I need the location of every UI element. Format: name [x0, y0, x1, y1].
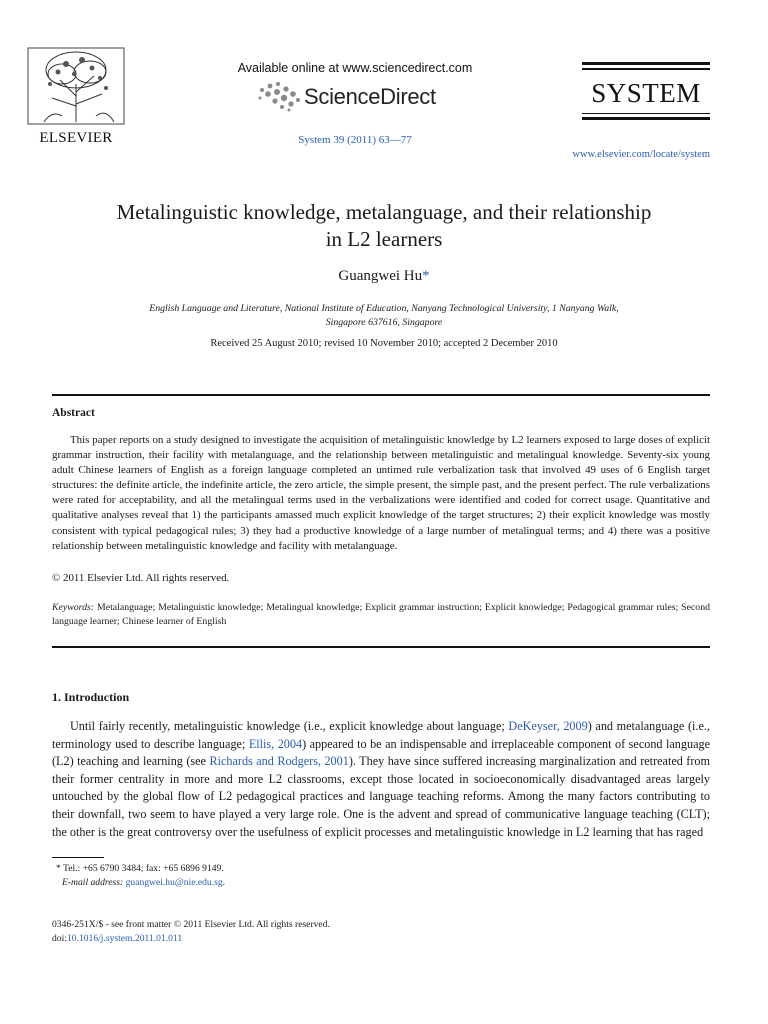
- title-line-2: in L2 learners: [325, 227, 443, 251]
- footnote-rule: [52, 857, 104, 858]
- journal-citation[interactable]: System 39 (2011) 63—77: [298, 134, 412, 146]
- sciencedirect-dots-icon: [256, 80, 302, 114]
- intro-text-part-3: ) appeared to be an indispensable and irreplaceable component of second language (L2) teaching and learning (see: [52, 736, 710, 769]
- elsevier-logo: [22, 44, 130, 148]
- title-line-1: Metalinguistic knowledge, metalanguage, and their relationship: [116, 200, 652, 224]
- author-footnote: [52, 862, 225, 890]
- author-name: Guangwei Hu: [338, 268, 423, 284]
- affiliation-line-1: English Language and Literature, National Institute of Education, Nanyang Technological University, 1 Nanyang Walk,: [149, 303, 619, 314]
- abstract-heading: Abstract: [52, 407, 95, 419]
- sciencedirect-logo[interactable]: [256, 80, 476, 114]
- keywords-label: Keywords:: [52, 602, 95, 613]
- keywords: [52, 601, 710, 629]
- footnote-email-label: E-mail address:: [62, 877, 124, 888]
- sciencedirect-wordmark: ScienceDirect: [304, 84, 436, 109]
- masthead-rule-bottom: [582, 117, 710, 120]
- author-email-link[interactable]: guangwei.hu@nie.edu.sg: [125, 877, 223, 888]
- footnote-contact: Tel.: +65 6790 3484; fax: +65 6896 9149.: [63, 863, 224, 874]
- abstract-bottom-rule: [52, 646, 710, 648]
- abstract-top-rule: [52, 394, 710, 396]
- intro-text-part-2: ) and metalanguage (i.e., terminology used to describe language;: [52, 719, 710, 751]
- abstract-text: This paper reports on a study designed to investigate the acquisition of metalinguistic knowledge by L2 learners exposed to large doses of explicit grammar instruction, their facility with metalanguage, and the relationship between metalinguistic and metalingual knowledge. Seventy-six young adult Chinese learners of English as a foreign language completed an untimed rule verbalization task that involved 49 uses of 6 English target structures: the definite article, the indefinite article, the zero article, the simple present, the simple past, and the present perfect. The rule verbalizations were rated for acceptability, and all the metalingual terms used in the verbalizations were identified and coded for correct usage. Quantitative and qualitative analyses reveal that 1) the participants amassed much explicit knowledge of the target structures; 2) their explicit knowledge was mostly consistent with typical pedagogical rules; 3) they had a productive knowledge of a large number of metalingual terms; and 4) there was a positive relationship between metalinguistic knowledge and facility with metalanguage.: [52, 434, 710, 552]
- available-online-text: Available online at www.sciencedirect.com: [237, 61, 473, 75]
- journal-name: SYSTEM: [591, 77, 701, 108]
- doi-label: doi:: [52, 933, 67, 944]
- masthead-rule-bottom-thin: [582, 113, 710, 115]
- article-history-dates: Received 25 August 2010; revised 10 November 2010; accepted 2 December 2010: [210, 338, 558, 349]
- reference-link-ellis[interactable]: Ellis, 2004: [248, 736, 303, 751]
- page-footer: [52, 918, 330, 946]
- journal-url-link[interactable]: www.elsevier.com/locate/system: [572, 149, 710, 160]
- article-title: [40, 199, 728, 253]
- elsevier-tree-icon: [22, 44, 130, 128]
- footnote-mark: *: [56, 863, 61, 874]
- keywords-list: Metalanguage; Metalinguistic knowledge; Metalingual knowledge; Explicit grammar instruction; Explicit knowledge; Pedagogical grammar rules; Second language learner; Chinese learner of English: [52, 602, 710, 627]
- reference-link-richards-rodgers[interactable]: Richards and Rodgers, 2001: [209, 754, 349, 769]
- section-heading-introduction: 1. Introduction: [52, 690, 130, 704]
- abstract-copyright: © 2011 Elsevier Ltd. All rights reserved.: [52, 572, 230, 584]
- intro-text-part-1: Until fairly recently, metalinguistic knowledge (i.e., explicit knowledge about language;: [70, 719, 509, 733]
- reference-link-dekeyser[interactable]: DeKeyser, 2009: [508, 719, 588, 733]
- footnote-email-end: .: [222, 877, 226, 888]
- author-affiliation: [70, 302, 698, 330]
- doi-link[interactable]: 10.1016/j.system.2011.01.011: [66, 933, 183, 944]
- introduction-paragraph: [52, 718, 710, 841]
- intro-text-part-4: ). They have since suffered increasing marginalization and retreated from their former centrality in more and more L2 classrooms, except those located in socioeconomically disadvantaged areas largely untouched by the global flow of L2 pedagogical practices and language teaching reforms. Among the many factors contributing to their downfall, two seem to have played a very large role. One is the advent and spread of communicative language teaching (CLT); the other is the great controversy over the usefulness of explicit processes and metalinguistic knowledge in L2 learning that has raged: [52, 754, 710, 839]
- author-footnote-link[interactable]: *: [422, 268, 430, 284]
- masthead-rule-top-thin: [582, 68, 710, 70]
- journal-masthead: [582, 62, 710, 120]
- publisher-name: ELSEVIER: [39, 130, 113, 146]
- affiliation-line-2: Singapore 637616, Singapore: [325, 317, 443, 328]
- author-line: [40, 268, 728, 285]
- masthead-rule-top: [582, 62, 710, 65]
- issn-line: 0346-251X/$ - see front matter © 2011 Elsevier Ltd. All rights reserved.: [52, 919, 330, 930]
